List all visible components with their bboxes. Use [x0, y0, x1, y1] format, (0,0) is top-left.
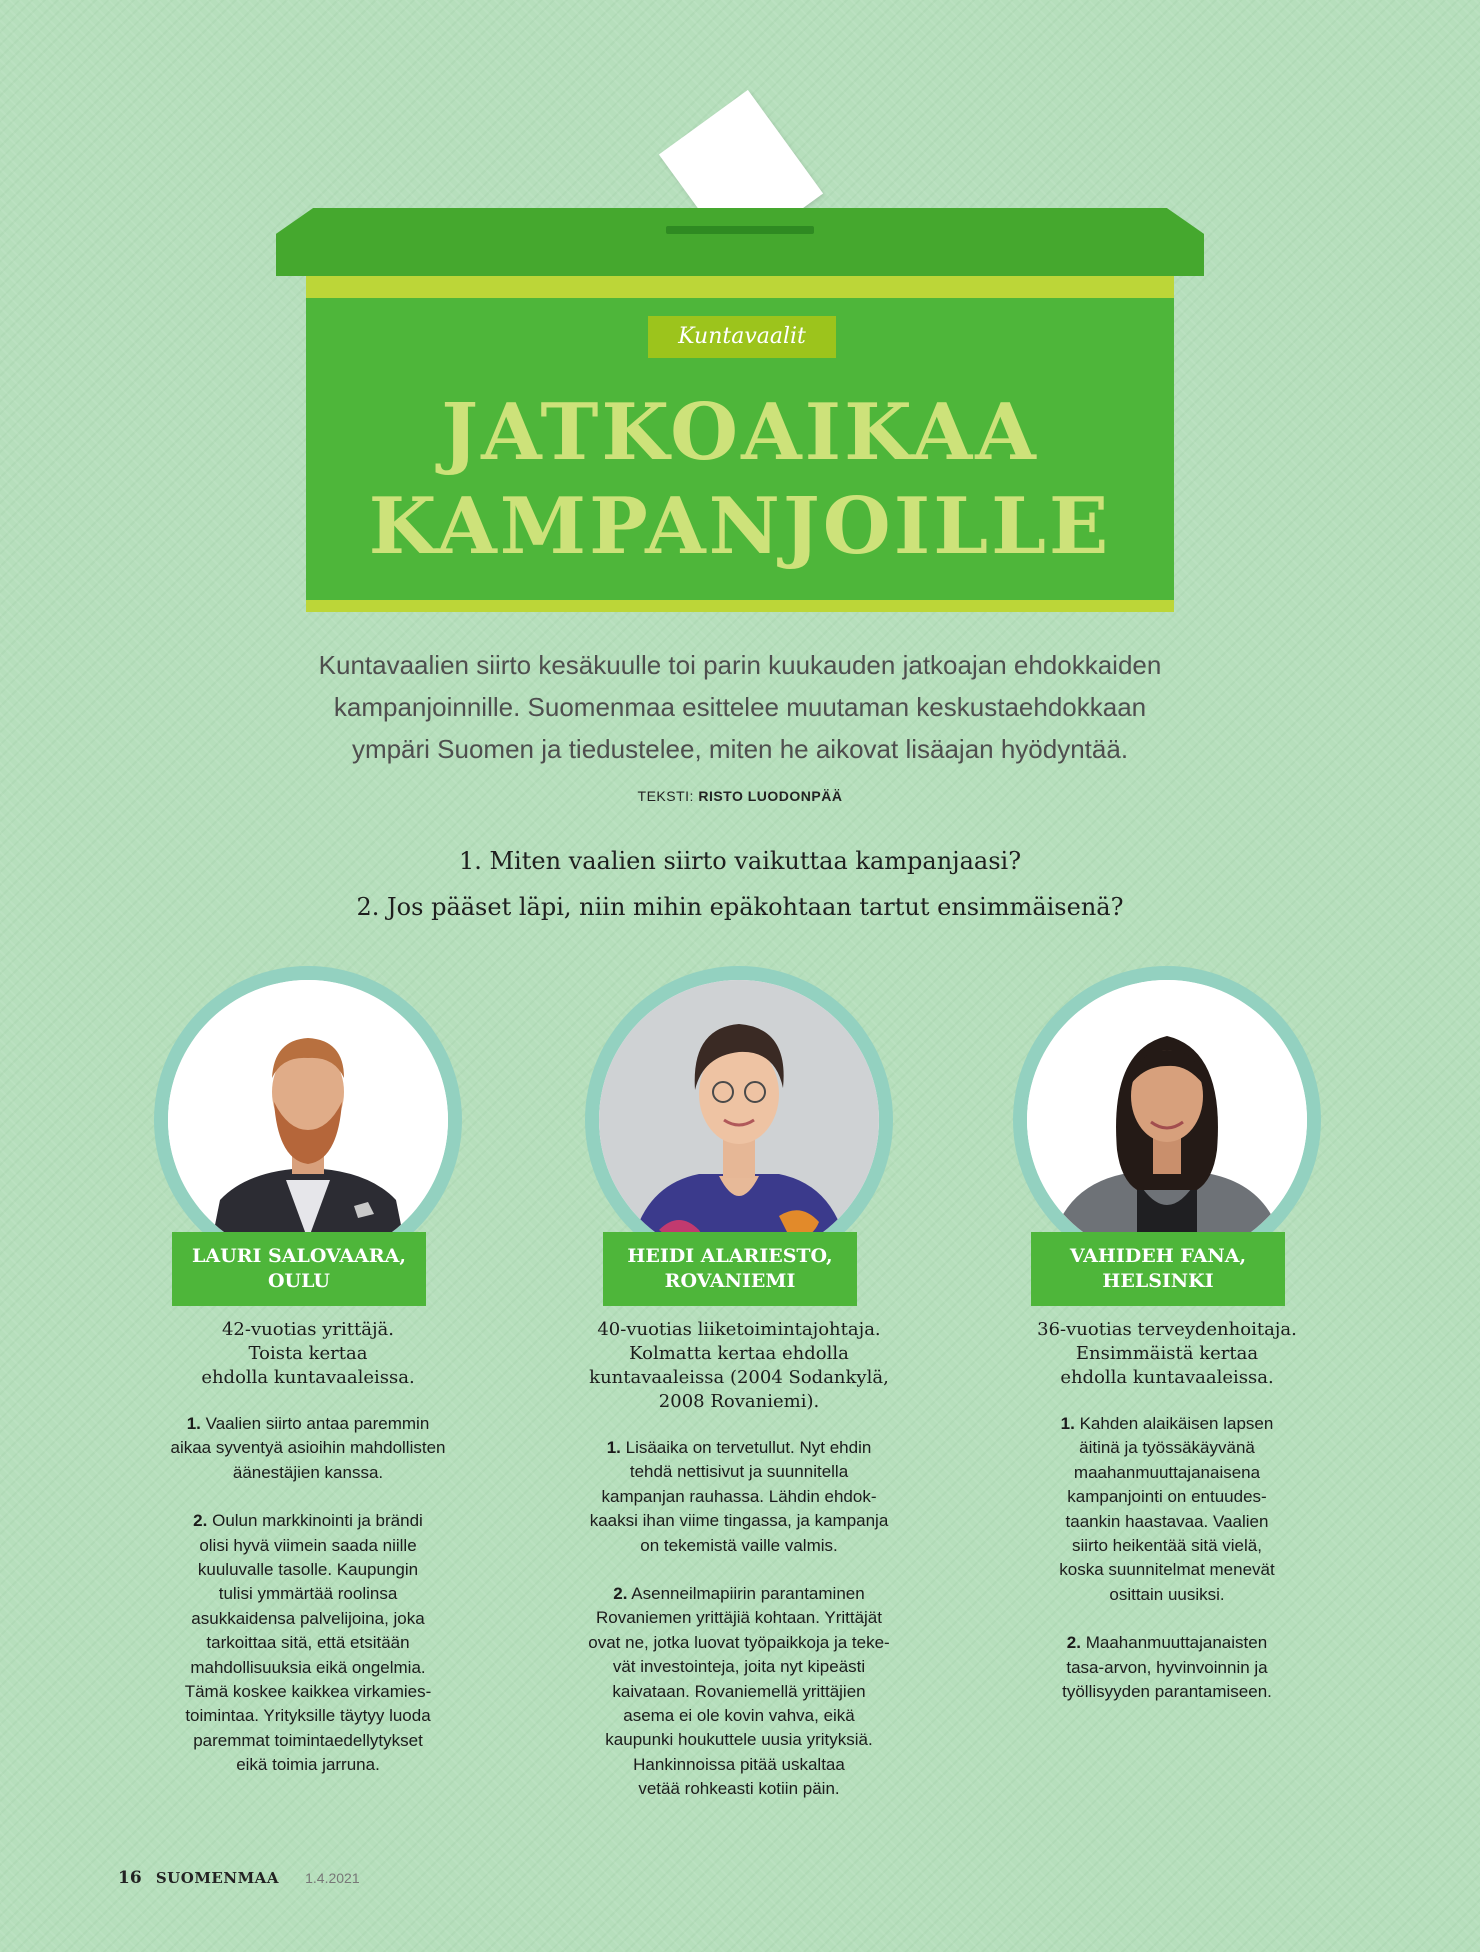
answer-line: tarkoittaa sitä, että etsitään: [206, 1633, 410, 1653]
answer-line: kaaksi ihan viime tingassa, ja kampanja: [589, 1511, 889, 1531]
answer-line: toimintaa. Yrityksille täytyy luoda: [185, 1706, 431, 1726]
candidate-name-line: LAURI SALOVAARA,: [192, 1245, 406, 1267]
answer-number: 2.: [613, 1584, 628, 1604]
answer-line: on tekemistä vaille valmis.: [640, 1535, 838, 1555]
answer-number: 2.: [1066, 1633, 1081, 1653]
answer-line: Hankinnoissa pitää uskaltaa: [633, 1754, 845, 1774]
answer-number: 1.: [186, 1414, 201, 1433]
answer: [574, 1436, 904, 1558]
candidate-portrait: [599, 980, 879, 1260]
answer-line: kaupunki houkuttele uusia yrityksiä.: [605, 1730, 873, 1750]
answer-line: Rovaniemen yrittäjiä kohtaan. Yrittäjät: [595, 1608, 882, 1628]
info-line: kuntavaaleissa (2004 Sodankylä,: [589, 1367, 889, 1388]
answer-line: vetää rohkeasti kotiin päin.: [638, 1779, 840, 1799]
answer-line: aikaa syventyä asioihin mahdollisten: [170, 1438, 446, 1458]
answer-line: äitinä ja työssäkäyvänä: [1079, 1438, 1255, 1458]
lead-paragraph: [200, 644, 1280, 770]
answer-line: asukkaidensa palvelijoina, joka: [191, 1608, 425, 1628]
answer-line: kuuluvalle tasolle. Kaupungin: [197, 1560, 419, 1580]
answer-line: tulisi ymmärtää roolinsa: [218, 1584, 398, 1604]
info-line: Kolmatta kertaa ehdolla: [629, 1343, 849, 1364]
candidate-name: [1031, 1232, 1285, 1306]
ballot-box-stripe: [306, 276, 1174, 298]
answer-line: asema ei ole kovin vahva, eikä: [623, 1706, 855, 1726]
answer: [1002, 1412, 1332, 1607]
answer-line: mahdollisuuksia eikä ongelmia.: [190, 1657, 426, 1677]
byline-author: RISTO LUODONPÄÄ: [698, 788, 843, 804]
answer-line: kampanjan rauhassa. Lähdin ehdok-: [601, 1486, 877, 1506]
headline-line: KAMPANJOILLE: [368, 481, 1112, 572]
portrait-frame: [154, 966, 462, 1274]
candidate-answers: [143, 1412, 473, 1802]
answer-line: ovat ne, jotka luovat työpaikkoja ja teke-: [588, 1632, 890, 1652]
answer-line: osittain uusiksi.: [1109, 1584, 1225, 1604]
questions: [200, 838, 1280, 930]
answer-line: äänestäjien kanssa.: [232, 1462, 384, 1482]
answer-line: Lisäaika on tervetullut. Nyt ehdin: [625, 1438, 872, 1457]
answer: [1002, 1631, 1332, 1704]
answer-line: tehdä nettisivut ja suunnitella: [629, 1462, 849, 1482]
candidate-name: [172, 1232, 426, 1306]
answer: [143, 1509, 473, 1777]
info-line: 2008 Rovaniemi).: [658, 1391, 820, 1412]
answer-number: 1.: [1060, 1414, 1075, 1433]
issue-date: 1.4.2021: [305, 1870, 360, 1886]
question: 2. Jos pääset läpi, niin mihin epäkohtaan tartut ensimmäisenä?: [356, 893, 1124, 921]
answer-line: eikä toimia jarruna.: [236, 1755, 380, 1775]
headline: [306, 386, 1174, 574]
page-number: 16: [118, 1868, 142, 1888]
answer: [574, 1582, 904, 1802]
byline: [440, 788, 1040, 804]
info-line: 40-vuotias liiketoimintajohtaja.: [597, 1319, 881, 1340]
candidate-info: [574, 1318, 904, 1414]
answer-line: Vaalien siirto antaa paremmin: [205, 1414, 430, 1433]
ballot-box-illustration: [0, 0, 1480, 620]
portrait-frame: [585, 966, 893, 1274]
answer-line: paremmat toimintaedellytykset: [193, 1730, 423, 1750]
lead-line: kampanjoinnille. Suomenmaa esittelee muutaman keskustaehdokkaan: [333, 692, 1147, 722]
info-line: 36-vuotias terveydenhoitaja.: [1037, 1319, 1297, 1340]
portrait-frame: [1013, 966, 1321, 1274]
info-line: ehdolla kuntavaaleissa.: [1060, 1367, 1274, 1388]
candidate-name-line: HELSINKI: [1102, 1270, 1214, 1292]
answer-line: koska suunnitelmat menevät: [1059, 1560, 1275, 1580]
headline-line: JATKOAIKAA: [441, 387, 1039, 478]
answer-line: tasa-arvon, hyvinvoinnin ja: [1066, 1657, 1268, 1677]
answer-line: Oulun markkinointi ja brändi: [212, 1511, 423, 1531]
answer-line: maahanmuuttajanaisena: [1073, 1462, 1261, 1482]
page-footer: [118, 1868, 360, 1888]
answer-line: Asenneilmapiirin parantaminen: [631, 1584, 865, 1604]
info-line: Toista kertaa: [248, 1343, 368, 1364]
candidate-portrait: [1027, 980, 1307, 1260]
lead-line: ympäri Suomen ja tiedustelee, miten he aikovat lisäajan hyödyntää.: [351, 734, 1129, 764]
candidate-name-line: ROVANIEMI: [664, 1270, 796, 1292]
answer-number: 2.: [193, 1511, 208, 1531]
answer-line: vät investointeja, joita nyt kipeästi: [612, 1657, 866, 1677]
answer-line: kampanjointi on entuudes-: [1067, 1487, 1267, 1507]
question: 1. Miten vaalien siirto vaikuttaa kampanjaasi?: [458, 847, 1022, 875]
candidate-name-line: VAHIDEH FANA,: [1069, 1245, 1247, 1267]
candidate-name-line: OULU: [267, 1270, 330, 1292]
answer-line: Kahden alaikäisen lapsen: [1079, 1414, 1274, 1433]
magazine-name: SUOMENMAA: [155, 1869, 279, 1887]
candidate-name: [603, 1232, 857, 1306]
candidate-info: [143, 1318, 473, 1390]
candidate-portrait: [168, 980, 448, 1260]
info-line: ehdolla kuntavaaleissa.: [201, 1367, 415, 1388]
info-line: 42-vuotias yrittäjä.: [221, 1319, 395, 1340]
ballot-box-slot: [666, 226, 814, 234]
answer: [143, 1412, 473, 1485]
candidate-name-line: HEIDI ALARIESTO,: [627, 1245, 833, 1267]
candidate-answers: [1002, 1412, 1332, 1728]
answer-line: kaivataan. Rovaniemellä yrittäjien: [612, 1681, 866, 1701]
info-line: Ensimmäistä kertaa: [1075, 1343, 1259, 1364]
lead-line: Kuntavaalien siirto kesäkuulle toi parin kuukauden jatkoajan ehdokkaiden: [318, 650, 1162, 680]
byline-label: TEKSTI:: [637, 788, 694, 804]
ballot-box-stripe: [306, 600, 1174, 612]
answer-line: Tämä koskee kaikkea virkamies-: [184, 1682, 432, 1702]
ballot-box-lid: [276, 208, 1204, 276]
candidate-info: [1002, 1318, 1332, 1390]
answer-line: työllisyyden parantamiseen.: [1062, 1682, 1272, 1702]
answer-line: taankin haastavaa. Vaalien: [1065, 1511, 1269, 1531]
answer-number: 1.: [606, 1438, 621, 1457]
answer-line: Maahanmuuttajanaisten: [1085, 1633, 1268, 1653]
answer-line: olisi hyvä viimein saada niille: [199, 1535, 417, 1555]
candidate-answers: [574, 1436, 904, 1826]
answer-line: siirto heikentää sitä vielä,: [1072, 1536, 1262, 1556]
section-badge: Kuntavaalit: [648, 316, 836, 358]
